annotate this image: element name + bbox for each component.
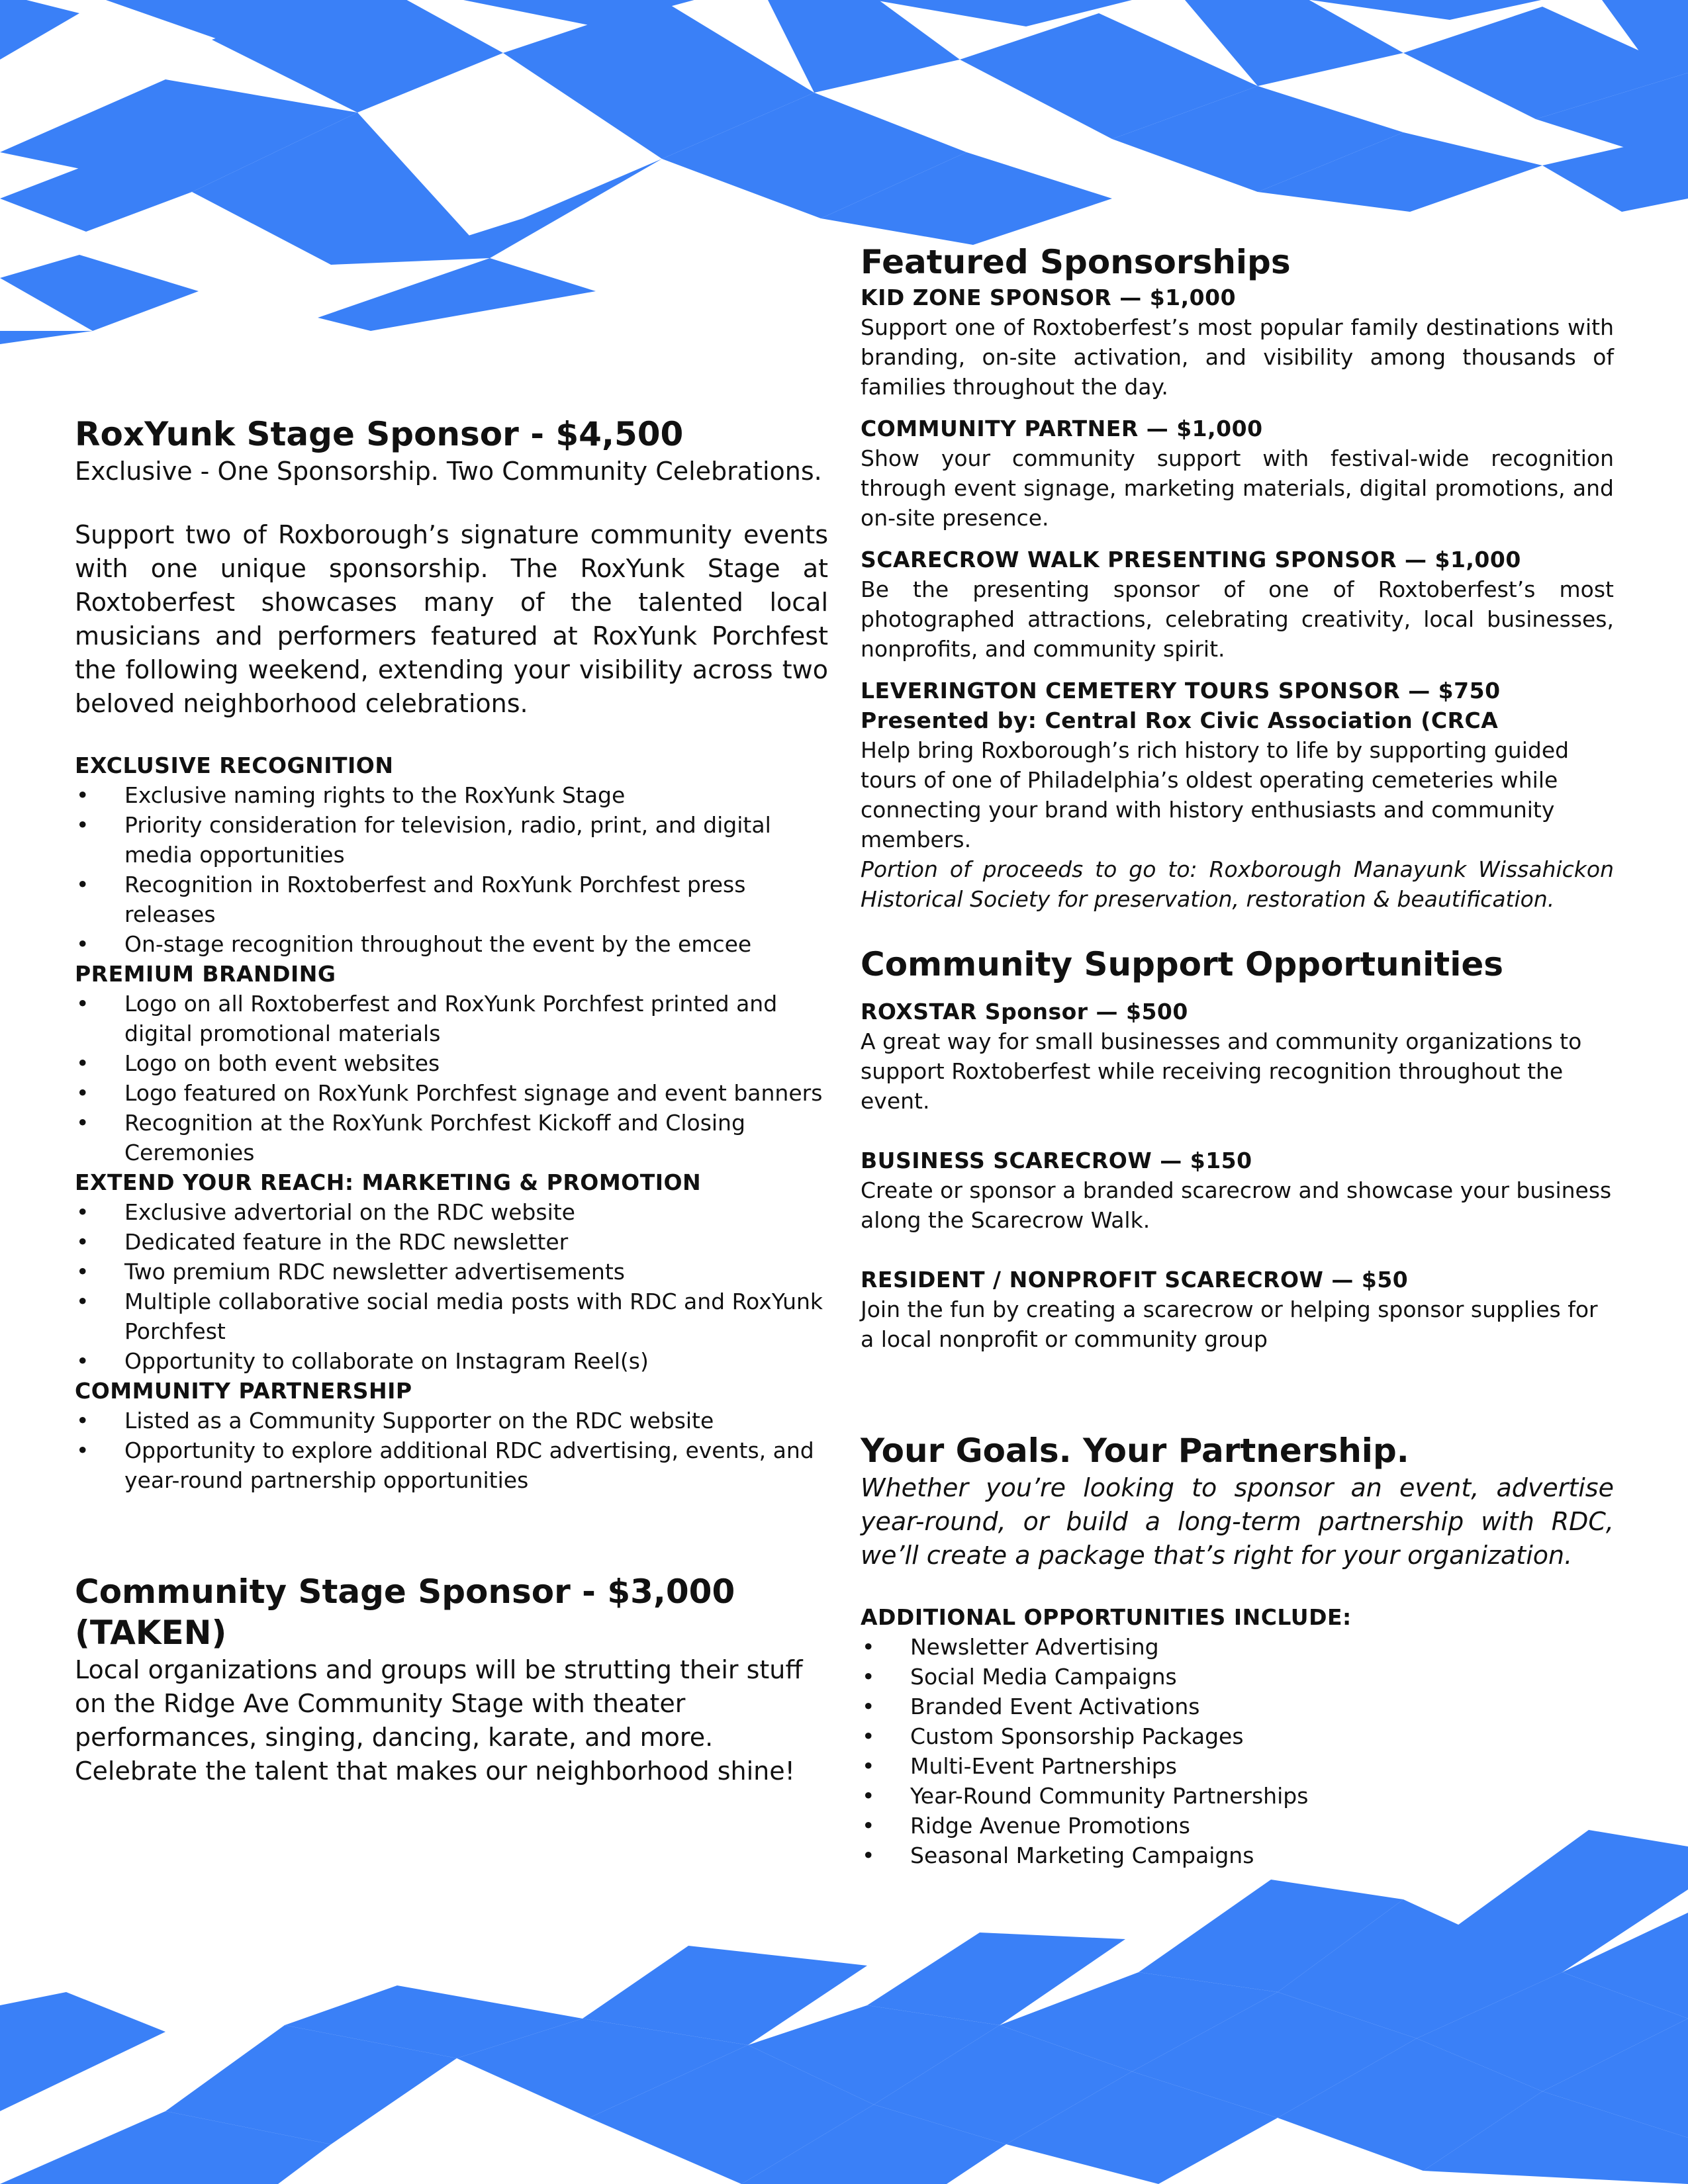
marketing-promotion-list [75, 1197, 828, 1376]
list-item: • Multi-Event Partnerships [861, 1751, 1614, 1781]
list-item: • Ridge Avenue Promotions [861, 1811, 1614, 1841]
list-item: • Recognition at the RoxYunk Porchfest Kickoff and Closing Ceremonies [75, 1108, 828, 1167]
list-item: • Listed as a Community Supporter on the RDC website [75, 1406, 828, 1435]
list-item: • Logo featured on RoxYunk Porchfest signage and event banners [75, 1078, 828, 1108]
marketing-promotion-heading: EXTEND YOUR REACH: MARKETING & PROMOTION [75, 1169, 702, 1195]
list-item: • Year-Round Community Partnerships [861, 1781, 1614, 1811]
goals-title: Your Goals. Your Partnership. [861, 1432, 1409, 1470]
roxstar-heading: ROXSTAR Sponsor — $500 [861, 999, 1188, 1024]
list-item: • Social Media Campaigns [861, 1662, 1614, 1692]
list-item: • Logo on all Roxtoberfest and RoxYunk Porchfest printed and digital promotional materials [75, 989, 828, 1048]
list-item: • Exclusive naming rights to the RoxYunk Stage [75, 780, 828, 810]
community-partnership-heading: COMMUNITY PARTNERSHIP [75, 1378, 412, 1404]
resident-scarecrow-heading: RESIDENT / NONPROFIT SCARECROW — $50 [861, 1267, 1409, 1293]
list-item: • Custom Sponsorship Packages [861, 1721, 1614, 1751]
list-item: • Multiple collaborative social media posts with RDC and RoxYunk Porchfest [75, 1287, 828, 1346]
cemetery-tours-heading: LEVERINGTON CEMETERY TOURS SPONSOR — $750 [861, 678, 1501, 704]
scarecrow-walk-text: Be the presenting sponsor of one of Roxtoberfest’s most photographed attractions, celebrating creativity, local businesses, nonprofits, and community spirit. [861, 576, 1614, 662]
left-column [75, 414, 828, 1788]
list-item: • Opportunity to collaborate on Instagram Reel(s) [75, 1346, 828, 1376]
roxyunk-description: Support two of Roxborough’s signature community events with one unique sponsorship. The RoxYunk Stage at Roxtoberfest showcases many of the talented local musicians and performers featured at RoxYunk Porchfest the following weekend, extending your visibility across two beloved neighborhood celebrations. [75, 520, 828, 718]
exclusive-recognition-heading: EXCLUSIVE RECOGNITION [75, 752, 394, 778]
cemetery-presented-by: Presented by: Central Rox Civic Association (CRCA [861, 707, 1499, 733]
resident-scarecrow-text: Join the fun by creating a scarecrow or helping sponsor supplies for a local nonprofit or community group [861, 1297, 1598, 1352]
community-support-title: Community Support Opportunities [861, 945, 1504, 983]
list-item: • Exclusive advertorial on the RDC website [75, 1197, 828, 1227]
list-item: • Newsletter Advertising [861, 1632, 1614, 1662]
featured-sponsorships-title: Featured Sponsorships [861, 243, 1291, 281]
list-item: • Branded Event Activations [861, 1692, 1614, 1721]
kid-zone-heading: KID ZONE SPONSOR — $1,000 [861, 285, 1237, 310]
goals-text: Whether you’re looking to sponsor an event, advertise year-round, or build a long-term partnership with RDC, we’ll create a package that’s right for your organization. [861, 1473, 1614, 1570]
scarecrow-walk-heading: SCARECROW WALK PRESENTING SPONSOR — $1,000 [861, 547, 1521, 572]
list-item: • On-stage recognition throughout the event by the emcee [75, 929, 828, 959]
additional-opportunities-list [861, 1632, 1614, 1870]
list-item: • Logo on both event websites [75, 1048, 828, 1078]
list-item: • Dedicated feature in the RDC newsletter [75, 1227, 828, 1257]
list-item: • Priority consideration for television, radio, print, and digital media opportunities [75, 810, 828, 870]
right-column [861, 242, 1614, 1870]
additional-opportunities-heading: ADDITIONAL OPPORTUNITIES INCLUDE: [861, 1604, 1352, 1630]
premium-branding-heading: PREMIUM BRANDING [75, 961, 336, 987]
roxyunk-subtitle: Exclusive - One Sponsorship. Two Community Celebrations. [75, 457, 822, 486]
community-partner-text: Show your community support with festival-wide recognition through event signage, marketing materials, digital promotions, and on-site presence. [861, 445, 1614, 531]
exclusive-recognition-list [75, 780, 828, 959]
checker-pattern-bottom [0, 1827, 1688, 2184]
premium-branding-list [75, 989, 828, 1167]
community-stage-description: Local organizations and groups will be strutting their stuff on the Ridge Ave Community Stage with theater performances, singing, dancing, karate, and more. Celebrate the talent that makes our neighborhood shine! [75, 1655, 803, 1786]
community-partnership-list [75, 1406, 828, 1495]
kid-zone-text: Support one of Roxtoberfest’s most popular family destinations with branding, on-site activation, and visibility among thousands of families throughout the day. [861, 314, 1614, 400]
list-item: • Two premium RDC newsletter advertisements [75, 1257, 828, 1287]
roxstar-text: A great way for small businesses and community organizations to support Roxtoberfest while receiving recognition throughout the event. [861, 1028, 1582, 1114]
business-scarecrow-text: Create or sponsor a branded scarecrow and showcase your business along the Scarecrow Walk. [861, 1177, 1612, 1233]
cemetery-tours-text: Help bring Roxborough’s rich history to life by supporting guided tours of one of Philadelphia’s oldest operating cemeteries while connecting your brand with history enthusiasts and community members. [861, 737, 1570, 852]
list-item: • Opportunity to explore additional RDC advertising, events, and year-round partnership opportunities [75, 1435, 828, 1495]
community-stage-title: Community Stage Sponsor - $3,000 (TAKEN) [75, 1572, 735, 1652]
cemetery-proceeds-note: Portion of proceeds to go to: Roxborough Manayunk Wissahickon Historical Society for preservation, restoration & beautification. [861, 856, 1614, 912]
business-scarecrow-heading: BUSINESS SCARECROW — $150 [861, 1148, 1252, 1173]
roxyunk-title: RoxYunk Stage Sponsor - $4,500 [75, 415, 684, 453]
community-partner-heading: COMMUNITY PARTNER — $1,000 [861, 416, 1263, 441]
list-item: • Recognition in Roxtoberfest and RoxYunk Porchfest press releases [75, 870, 828, 929]
list-item: • Seasonal Marketing Campaigns [861, 1841, 1614, 1870]
